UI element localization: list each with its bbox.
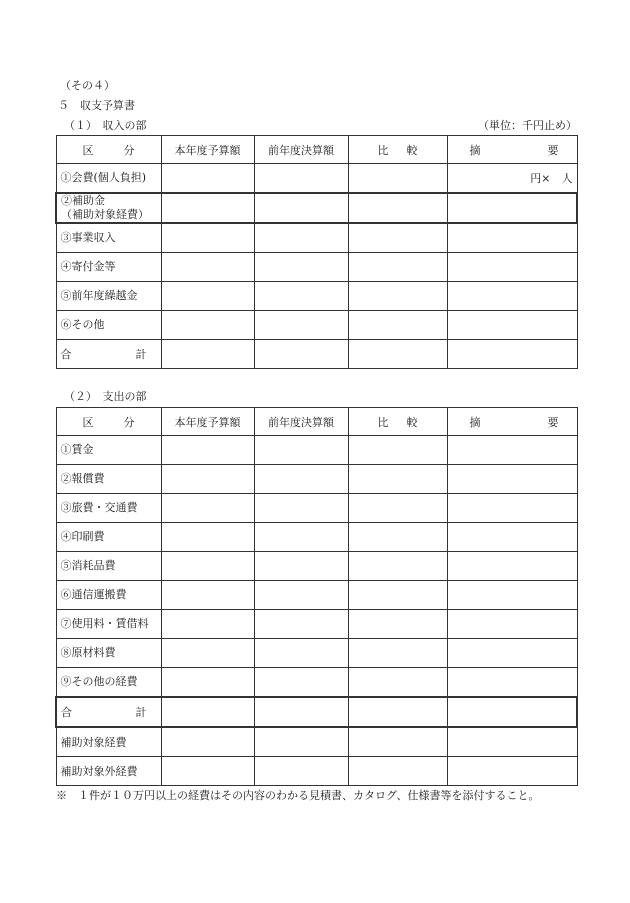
expense-remarks-cell[interactable]: [447, 668, 577, 698]
header-remarks: 摘 要: [447, 136, 577, 164]
expense-comparison-cell[interactable]: [348, 436, 447, 465]
expense-category-label: [56, 668, 161, 698]
expense-previous-cell[interactable]: [254, 610, 348, 639]
footnote: ※ １件が１０万円以上の経費はその内容のわかる見積書、カタログ、仕様書等を添付すること。: [56, 789, 540, 802]
income-comparison-cell[interactable]: [348, 282, 447, 311]
header-comparison: 比 較: [348, 408, 447, 436]
income-category-text: ④寄付金等: [60, 260, 116, 273]
header-category: 区 分: [56, 136, 161, 164]
income-category-text: ②補助金 （補助対象経費）: [61, 194, 149, 221]
expense-remarks-cell[interactable]: [447, 436, 577, 465]
expense-current-cell[interactable]: [161, 581, 254, 610]
expense-category-label: [56, 494, 161, 523]
expense-category-label: [56, 552, 161, 581]
expense-category-text: ⑤消耗品費: [60, 559, 116, 572]
expense-current-cell[interactable]: [161, 610, 254, 639]
income-section-title: （１） 収入の部: [64, 119, 147, 132]
subsidized-comparison[interactable]: [348, 727, 447, 757]
income-category-text: ①会費(個人負担): [60, 171, 147, 184]
expense-category-text: ⑦使用料・賃借料: [60, 617, 149, 630]
expense-previous-cell[interactable]: [254, 668, 348, 698]
income-total-current[interactable]: [161, 340, 254, 369]
expense-previous-cell[interactable]: [254, 494, 348, 523]
income-category-label: [56, 164, 161, 194]
expense-total-row: [56, 697, 577, 727]
income-category-text: ③事業収入: [60, 231, 116, 244]
income-row: [56, 164, 577, 194]
non-subsidized-previous[interactable]: [254, 757, 348, 786]
header-remarks: 摘 要: [447, 408, 577, 436]
section-title: ５ 収支予算書: [58, 99, 135, 112]
expense-row: [56, 668, 577, 698]
header-previous-settlement: 前年度決算額: [254, 408, 348, 436]
non-subsidized-current[interactable]: [161, 757, 254, 786]
subsidized-label: 補助対象経費: [56, 727, 161, 757]
expense-row: [56, 610, 577, 639]
expense-row: [56, 581, 577, 610]
expense-previous-cell[interactable]: [254, 581, 348, 610]
expense-previous-cell[interactable]: [254, 552, 348, 581]
expense-current-cell[interactable]: [161, 668, 254, 698]
income-previous-cell[interactable]: [254, 282, 348, 311]
income-remarks-cell[interactable]: [447, 311, 577, 340]
expense-header-row: [56, 408, 577, 436]
subsidized-current[interactable]: [161, 727, 254, 757]
header-category: 区 分: [56, 408, 161, 436]
expense-comparison-cell[interactable]: [348, 610, 447, 639]
income-category-label: [56, 282, 161, 311]
header-current-budget: 本年度予算額: [161, 136, 254, 164]
expense-category-text: ③旅費・交通費: [60, 501, 138, 514]
expense-total-previous[interactable]: [254, 697, 348, 727]
expense-current-cell[interactable]: [161, 523, 254, 552]
non-subsidized-comparison[interactable]: [348, 757, 447, 786]
expense-comparison-cell[interactable]: [348, 668, 447, 698]
income-row: [56, 282, 577, 311]
income-previous-cell[interactable]: [254, 164, 348, 194]
non-subsidized-remarks[interactable]: [447, 757, 577, 786]
subsidized-row: [56, 727, 577, 757]
income-current-cell[interactable]: [161, 164, 254, 194]
expense-row: [56, 552, 577, 581]
expense-remarks-cell[interactable]: [447, 494, 577, 523]
income-previous-cell[interactable]: [254, 311, 348, 340]
expense-remarks-cell[interactable]: [447, 465, 577, 494]
income-remarks-cell[interactable]: 円× 人: [447, 164, 577, 194]
part-number: （その４）: [60, 79, 115, 92]
expense-total-comparison[interactable]: [348, 697, 447, 727]
income-table: [55, 135, 578, 369]
income-comparison-cell[interactable]: [348, 164, 447, 194]
subsidized-previous[interactable]: [254, 727, 348, 757]
expense-row: [56, 436, 577, 465]
expense-row: [56, 523, 577, 552]
income-row: [56, 311, 577, 340]
income-row: [56, 223, 577, 253]
header-previous-settlement: 前年度決算額: [254, 136, 348, 164]
expense-category-text: ④印刷費: [60, 530, 105, 543]
expense-current-cell[interactable]: [161, 552, 254, 581]
income-category-text: ⑤前年度繰越金: [60, 289, 138, 302]
income-comparison-cell[interactable]: [348, 223, 447, 253]
unit-note: （単位：千円止め）: [478, 119, 577, 132]
income-previous-cell[interactable]: [254, 223, 348, 253]
income-remarks-cell[interactable]: [447, 282, 577, 311]
expense-total-current[interactable]: [161, 697, 254, 727]
income-total-remarks[interactable]: [447, 340, 577, 369]
expense-remarks-cell[interactable]: [447, 523, 577, 552]
expense-category-label: [56, 610, 161, 639]
income-category-label: [56, 253, 161, 282]
income-category-label: [56, 223, 161, 253]
expense-current-cell[interactable]: [161, 465, 254, 494]
expense-current-cell[interactable]: [161, 436, 254, 465]
income-category-label: [56, 311, 161, 340]
income-category-text: ⑥その他: [60, 318, 105, 331]
expense-category-text: ⑥通信運搬費: [60, 588, 127, 601]
income-current-cell[interactable]: [161, 253, 254, 282]
expense-category-label: [56, 465, 161, 494]
income-current-cell[interactable]: [161, 282, 254, 311]
expense-comparison-cell[interactable]: [348, 639, 447, 668]
header-current-budget: 本年度予算額: [161, 408, 254, 436]
expense-previous-cell[interactable]: [254, 465, 348, 494]
income-current-cell[interactable]: [161, 193, 254, 223]
expense-category-text: ①賃金: [60, 443, 94, 456]
income-previous-cell[interactable]: [254, 193, 348, 223]
expense-row: [56, 465, 577, 494]
income-remarks-cell[interactable]: [447, 253, 577, 282]
non-subsidized-label: 補助対象外経費: [56, 757, 161, 786]
income-current-cell[interactable]: [161, 223, 254, 253]
expense-section-title: （２） 支出の部: [64, 390, 147, 403]
income-comparison-cell[interactable]: [348, 193, 447, 223]
expense-table: [55, 407, 578, 786]
income-header-row: [56, 136, 577, 164]
expense-row: [56, 494, 577, 523]
income-total-row: [56, 340, 577, 369]
expense-current-cell[interactable]: [161, 639, 254, 668]
expense-category-label: [56, 436, 161, 465]
income-row: [56, 193, 577, 223]
income-remarks-cell[interactable]: [447, 223, 577, 253]
income-category-label: [56, 193, 161, 223]
expense-previous-cell[interactable]: [254, 436, 348, 465]
income-row: [56, 253, 577, 282]
income-comparison-cell[interactable]: [348, 253, 447, 282]
expense-remarks-cell[interactable]: [447, 610, 577, 639]
expense-total-remarks[interactable]: [447, 697, 577, 727]
expense-category-text: ②報償費: [60, 472, 105, 485]
income-comparison-cell[interactable]: [348, 311, 447, 340]
expense-previous-cell[interactable]: [254, 639, 348, 668]
expense-comparison-cell[interactable]: [348, 552, 447, 581]
expense-comparison-cell[interactable]: [348, 523, 447, 552]
expense-category-label: [56, 523, 161, 552]
expense-comparison-cell[interactable]: [348, 465, 447, 494]
non-subsidized-row: [56, 757, 577, 786]
header-comparison: 比 較: [348, 136, 447, 164]
income-current-cell[interactable]: [161, 311, 254, 340]
expense-comparison-cell[interactable]: [348, 494, 447, 523]
expense-remarks-cell[interactable]: [447, 639, 577, 668]
expense-remarks-cell[interactable]: [447, 552, 577, 581]
expense-category-label: [56, 639, 161, 668]
income-total-comparison[interactable]: [348, 340, 447, 369]
expense-current-cell[interactable]: [161, 494, 254, 523]
income-previous-cell[interactable]: [254, 253, 348, 282]
expense-comparison-cell[interactable]: [348, 581, 447, 610]
subsidized-remarks[interactable]: [447, 727, 577, 757]
expense-total-label: 合 計: [56, 697, 161, 727]
expense-category-text: ⑧原材料費: [60, 646, 116, 659]
expense-row: [56, 639, 577, 668]
expense-remarks-cell[interactable]: [447, 581, 577, 610]
expense-category-label: [56, 581, 161, 610]
expense-previous-cell[interactable]: [254, 523, 348, 552]
income-total-label: 合 計: [56, 340, 161, 369]
income-total-previous[interactable]: [254, 340, 348, 369]
income-remarks-cell[interactable]: [447, 193, 577, 223]
expense-category-text: ⑨その他の経費: [60, 675, 138, 688]
